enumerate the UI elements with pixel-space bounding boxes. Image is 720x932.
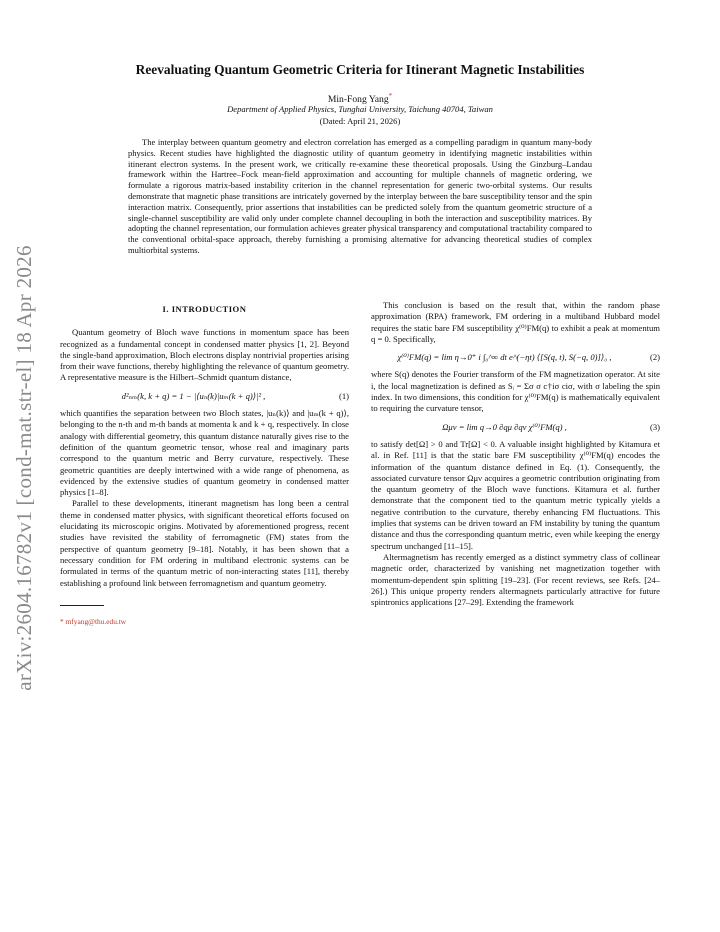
right-column — [371, 300, 660, 608]
intro-paragraph-5: where S(q) denotes the Fourier transform of the FM magnetization operator. At site i, the local magnetization is defined as Sᵢ = Σσ σ c†iσ ciσ, with σ labeling the spin index. In two dimensions, this condition for χ⁽⁰⁾FM(q) is mathematically equivalent to requiring the curvature tensor, — [371, 369, 660, 414]
equation-3-body: Ωμν = lim q→0 ∂qμ ∂qν χ⁽⁰⁾FM(q) , — [442, 421, 567, 432]
equation-2-number: (2) — [649, 352, 660, 363]
intro-paragraph-4: This conclusion is based on the result that, within the random phase approximation (RPA) framework, FM ordering in a multiband Hubbard model requires the static bare FM susceptibility χ⁽⁰⁾FM(q) to exhibit a peak at momentum q = 0. Specifically, — [371, 300, 660, 344]
footnote-rule — [60, 605, 104, 606]
author-email-link[interactable]: mfyang@thu.edu.tw — [65, 616, 127, 626]
paper-title: Reevaluating Quantum Geometric Criteria for Itinerant Magnetic Instabilities — [135, 62, 585, 77]
date-line: (Dated: April 21, 2026) — [319, 116, 401, 126]
arxiv-identifier: arXiv:2604.16782v1 [cond-mat.str-el] 18 Apr 2026 — [12, 245, 36, 691]
intro-paragraph-2: which quantifies the separation between two Bloch states, |uₙ(k)⟩ and |uₘ(k + q)⟩, belonging to the n-th and m-th bands at momenta k and k + q, respectively. In close analogy with differential geometry, this quantum distance naturally gives rise to the definition of the quantum geometric tensor, whose real and imaginary parts correspond to the quantum metric and Berry curvature, respectively. These geometric quantities are deeply intertwined with a wide range of phenomena, as evidenced by the extensive studies of quantum geometry in condensed matter physics [1–8]. — [60, 408, 349, 498]
author-footnote-mark[interactable]: * — [388, 92, 393, 100]
affiliation: Department of Applied Physics, Tunghai University, Taichung 40704, Taiwan — [227, 104, 493, 114]
author-name: Min-Fong Yang — [327, 94, 389, 106]
equation-1 — [60, 391, 349, 402]
section-heading: I. INTRODUCTION — [162, 304, 247, 314]
intro-paragraph-7: Altermagnetism has recently emerged as a distinct symmetry class of collinear magnetic order, characterized by vanishing net magnetization together with momentum-dependent spin splitting [19–23]. (For recent reviews, see Refs. [24–26].) This unique property renders altermagnets particularly attractive for future spintronics applications [27–29]. Extending the framework — [371, 551, 660, 608]
left-column — [60, 300, 349, 627]
intro-paragraph-1: Quantum geometry of Bloch wave functions in momentum space has been recognized as a fundamental concept in condensed matter physics [1, 2]. Beyond the single-band approximation, Bloch electrons display nontrivial properties arising from their wave functions, thereby highlighting the relevance of quantum geometry. A representative measure is the Hilbert–Schmidt quantum distance, — [60, 327, 349, 383]
footnote — [60, 616, 349, 627]
equation-1-number: (1) — [338, 390, 349, 401]
equation-2 — [371, 352, 660, 363]
equation-1-body: d²ₙₘ(k, k + q) = 1 − |⟨uₙ(k)|uₘ(k + q)⟩|² , — [121, 390, 266, 401]
equation-2-body: χ⁽⁰⁾FM(q) = lim η→0⁺ i ∫₀^∞ dt e^(−ηt) ⟨[S(q, t), S(−q, 0)]⟩₀ , — [397, 352, 612, 363]
footnote-mark: * — [60, 616, 64, 626]
intro-paragraph-6: to satisfy det[Ω] > 0 and Tr[Ω] < 0. A valuable insight highlighted by Kitamura et al. in Ref. [11] is that the static bare FM susceptibility χ⁽⁰⁾FM(q) encodes the information of the quantum distance defined in Eq. (1). Consequently, the associated curvature tensor Ωμν acquires a geometric contribution originating from the quantum geometry of the Bloch wave functions. Kitamura et al. further demonstrate that the component tied to the quantum metric typically yields a negative contribution to the curvature, thereby enhancing FM fluctuations. This implies that systems can be driven toward an FM instability by tuning the quantum distance and thus the corresponding quantum metric, even while keeping the energy spectrum unchanged [11–15]. — [371, 438, 660, 551]
equation-3-number: (3) — [649, 421, 660, 432]
intro-paragraph-3: Parallel to these developments, itinerant magnetism has long been a central theme in condensed matter physics, with significant theoretical efforts focused on elucidating its microscopic origins. Motivated by aforementioned progress, recent studies have revisited the stability of ferromagnetic (FM) states from the perspective of quantum geometry [9–18]. Notably, it has been shown that a necessary condition for FM ordering in multiband electronic systems can be formulated in terms of the quantum metric of non-interacting states [11], thereby establishing a profound link between ferromagnetism and quantum geometry. — [60, 498, 349, 588]
equation-3 — [371, 422, 660, 433]
abstract: The interplay between quantum geometry and electron correlation has emerged as a compelling paradigm in quantum many-body physics. Recent studies have highlighted the diagnostic utility of quantum geometry in identifying magnetic instabilities within itinerant electron systems. In the present work, we critically re-examine these theoretical proposals. Using the Ginzburg–Landau framework within the Hartree–Fock mean-field approximation and accounting for multiple channels of magnetic ordering, we formulate a rigorous matrix-based instability criterion in the channel representation for generic two-orbital systems. Our results demonstrate that magnetic phase transitions are intricately governed by the interplay between the bare susceptibility tensor and the spin interaction matrix. Consequently, prior assertions that instabilities can be predicted solely from the quantum geometric structure of a single-channel susceptibility are valid only under complete channel decoupling in both the interaction and susceptibility matrices. By adopting the channel representation, our formulation achieves greater physical transparency and computational tractability compared to the conventional orbital-space approach, thereby furnishing a promising alternative for advancing theoretical studies of complex multiorbital systems. — [128, 137, 592, 255]
